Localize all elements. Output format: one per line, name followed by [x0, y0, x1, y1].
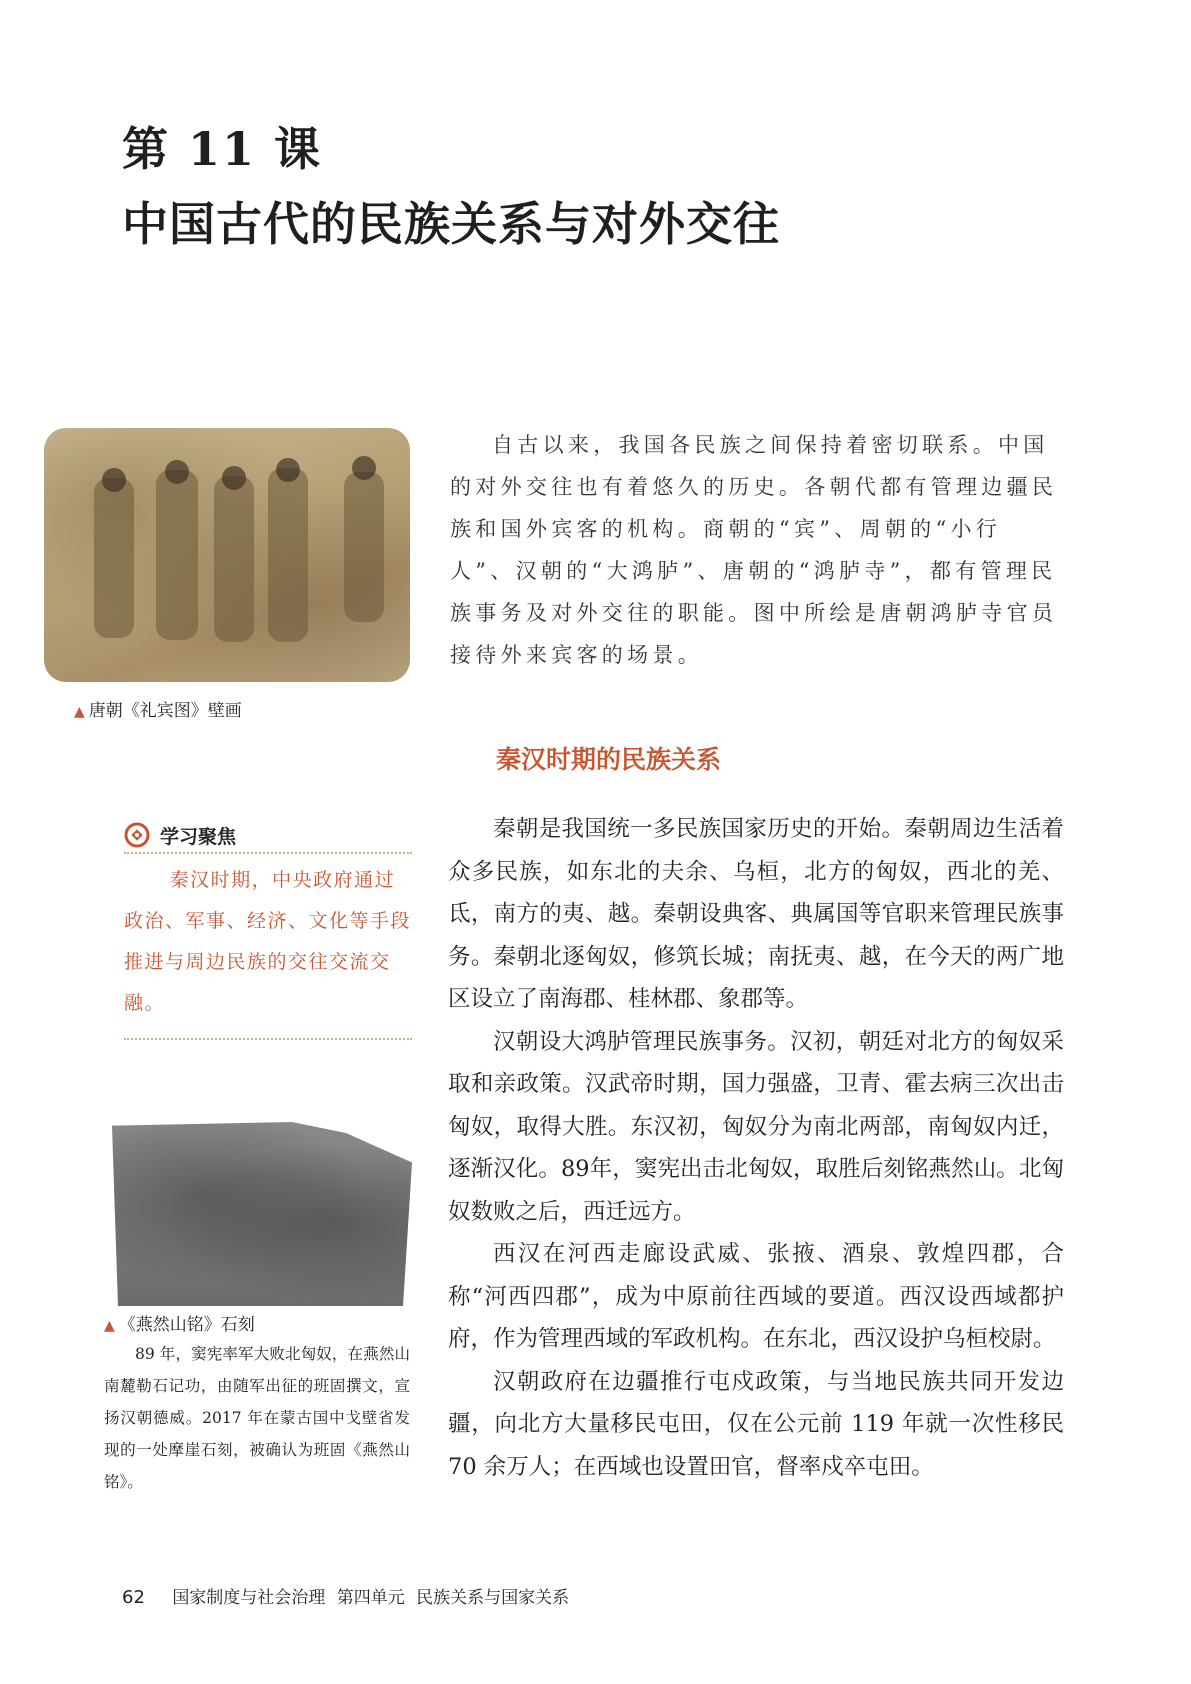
study-focus-text: 秦汉时期，中央政府通过政治、军事、经济、文化等手段推进与周边民族的交往交流交融。 [124, 860, 412, 1040]
study-focus-box [124, 818, 412, 1040]
body-paragraph: 秦朝是我国统一多民族国家历史的开始。秦朝周边生活着众多民族，如东北的夫余、乌桓，北方的匈奴，西北的羌、氐，南方的夷、越。秦朝设典客、典属国等官职来管理民族事务。秦朝北逐匈奴，修筑长城；南抚夷、越，在今天的两广地区设立了南海郡、桂林郡、象郡等。 [448, 816, 1064, 1012]
footer-unit: 第四单元 [336, 1588, 405, 1608]
study-focus-header [124, 818, 412, 854]
study-focus-label: 学习聚焦 [160, 825, 237, 848]
body-paragraph: 汉朝政府在边疆推行屯戍政策，与当地民族共同开发边疆，向北方大量移民屯田，仅在公元前 119 年就一次性移民 70 余万人；在西域也设置田官，督率戍卒屯田。 [448, 1368, 1064, 1480]
footer-book: 国家制度与社会治理 [172, 1588, 326, 1608]
stone-caption: ▲ 《燕然山铭》石刻 [104, 1315, 255, 1335]
stone-description: 89 年，窦宪率军大败北匈奴，在燕然山南麓勒石记功，由随军出征的班固撰文，宣扬汉朝德威。2017 年在蒙古国中戈壁省发现的一处摩崖石刻，被确认为班固《燕然山铭》。 [104, 1345, 410, 1491]
lesson-heading [122, 118, 780, 258]
triangle-marker-icon: ▲ [104, 1318, 115, 1334]
mural-caption: ▲ 唐朝《礼宾图》壁画 [74, 701, 242, 721]
triangle-marker-icon: ▲ [74, 704, 85, 720]
main-body [448, 808, 1064, 1488]
page-number: 62 [122, 1587, 145, 1608]
mural-figures-graphic [44, 428, 410, 682]
page-footer [122, 1583, 569, 1608]
section-title: 秦汉时期的民族关系 [496, 745, 722, 774]
body-paragraph: 汉朝设大鸿胪管理民族事务。汉初，朝廷对北方的匈奴采取和亲政策。汉武帝时期，国力强盛，卫青、霍去病三次出击匈奴，取得大胜。东汉初，匈奴分为南北两部，南匈奴内迁，逐渐汉化。89年，窦宪出击北匈奴，取胜后刻铭燕然山。北匈奴数败之后，西迁远方。 [448, 1028, 1064, 1225]
footer-unit-title: 民族关系与国家关系 [416, 1588, 570, 1608]
stone-inscription-image [112, 1122, 412, 1306]
lesson-title: 中国古代的民族关系与对外交往 [122, 197, 780, 251]
intro-paragraph: 自古以来，我国各民族之间保持着密切联系。中国的对外交往也有着悠久的历史。各朝代都有管理边疆民族和国外宾客的机构。商朝的“宾”、周朝的“小行人”、汉朝的“大鸿胪”、唐朝的“鸿胪寺”，都有管理民族事务及对外交往的职能。图中所绘是唐朝鸿胪寺官员接待外来宾客的场景。 [450, 433, 1058, 667]
mural-image [44, 428, 410, 682]
lesson-number: 第 11 课 [122, 122, 323, 176]
body-paragraph: 西汉在河西走廊设武威、张掖、酒泉、敦煌四郡，合称“河西四郡”，成为中原前往西域的要道。西汉设西域都护府，作为管理西域的军政机构。在东北，西汉设护乌桓校尉。 [448, 1241, 1064, 1352]
focus-target-icon [124, 822, 150, 848]
